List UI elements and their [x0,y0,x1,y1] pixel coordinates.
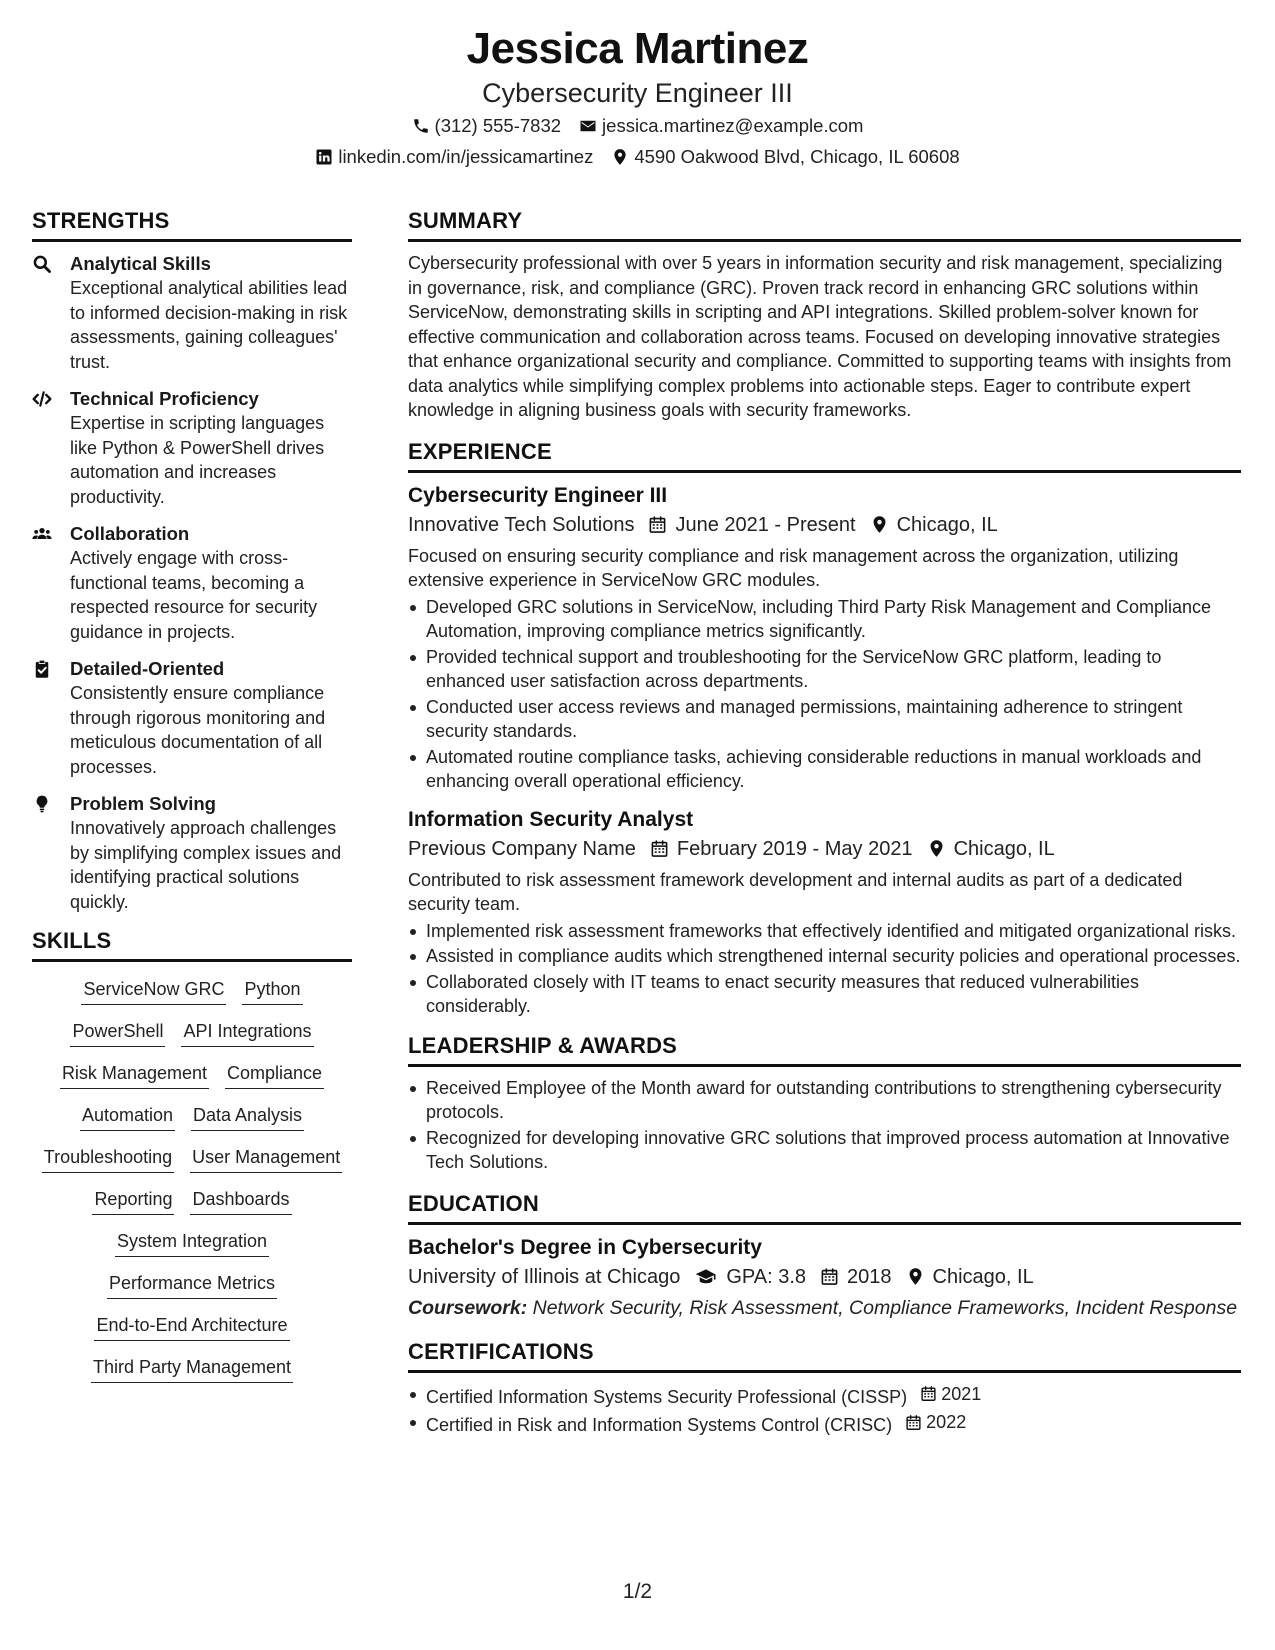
job-meta [408,834,1241,864]
skill-tag: Risk Management [60,1061,209,1089]
right-column [408,206,1241,1438]
skill-tag: Reporting [92,1187,174,1215]
leadership-list [408,1076,1241,1175]
strength-desc: Expertise in scripting languages like Python & PowerShell drives automation and increases productivity. [70,413,325,507]
job-dates: February 2019 - May 2021 [676,837,913,860]
candidate-name: Jessica Martinez [466,24,809,73]
list-item: Collaborated closely with IT teams to enact security measures that reduced vulnerabilities considerably. [408,970,1241,1019]
education-heading: EDUCATION [408,1189,1241,1225]
skill-tag: Dashboards [190,1187,291,1215]
strength-title: Collaboration [70,523,190,544]
education-meta [408,1262,1241,1292]
email-text: jessica.martinez@example.com [602,115,864,136]
list-item: Automated routine compliance tasks, achieving considerable reductions in manual workloads and enhancing overall operational efficiency. [408,745,1241,794]
school-name: University of Illinois at Chicago [408,1265,681,1288]
coursework-text: Network Security, Risk Assessment, Compliance Frameworks, Incident Response [532,1296,1238,1319]
phone-contact[interactable] [412,110,562,141]
job-location: Chicago, IL [896,513,998,536]
job-location: Chicago, IL [953,837,1055,860]
job-meta [408,510,1241,540]
graduation-year: 2018 [847,1265,892,1288]
map-pin-icon [927,839,946,858]
strength-title: Detailed-Oriented [70,658,225,679]
skills-heading: SKILLS [32,926,352,962]
calendar-icon [650,839,669,858]
left-column [32,206,352,1383]
contact-row-1 [0,110,1275,141]
job-dates: June 2021 - Present [675,513,856,536]
job-description: Contributed to risk assessment framework development and internal audits as part of a dedicated security team. [408,869,1183,914]
skill-tag: System Integration [115,1229,269,1257]
clipboard-check-icon [32,659,52,679]
company-name: Innovative Tech Solutions [408,513,635,536]
skill-tag: Compliance [225,1061,324,1089]
envelope-icon [579,117,597,135]
contact-row-2 [0,141,1275,172]
company-name: Previous Company Name [408,837,636,860]
cert-name: Certified in Risk and Information Systems Control (CRISC) [426,1414,893,1435]
list-item [408,1382,1241,1409]
code-icon [32,389,52,409]
job-title: Information Security Analyst [408,807,694,831]
list-item: Implemented risk assessment frameworks that effectively identified and mitigated organizational risks. [408,919,1241,944]
map-pin-icon [906,1267,925,1286]
calendar-icon [648,515,667,534]
list-item: Provided technical support and troubleshooting for the ServiceNow GRC platform, leading to enhanced user satisfaction across departments. [408,645,1241,694]
strength-item [32,791,352,914]
skill-tag: Third Party Management [91,1355,293,1383]
strength-title: Problem Solving [70,793,216,814]
strength-desc: Actively engage with cross-functional teams, becoming a respected resource for security guidance in projects. [70,548,318,642]
experience-heading: EXPERIENCE [408,437,1241,473]
lightbulb-icon [32,794,52,814]
cert-year: 2021 [941,1383,982,1404]
coursework [408,1296,1241,1321]
users-icon [32,524,52,544]
skill-tag: User Management [190,1145,342,1173]
address-contact [611,141,959,172]
experience-entry [408,482,1241,794]
skill-tag: End-to-End Architecture [94,1313,289,1341]
linkedin-text: linkedin.com/in/jessicamartinez [338,146,594,167]
strength-title: Analytical Skills [70,253,211,274]
summary-text: Cybersecurity professional with over 5 years in information security and risk management, specializing in governance, risk, and compliance (GRC). Proven track record in enhancing GRC solutions within ServiceNow, demonstrating skills in scripting and API integrations. Skilled problem-solver known for effective communication and collaboration across teams. Focused on developing innovative strategies that enhance organizational security and compliance. Committed to supporting teams with insights from data analytics while simplifying complex problems into actionable steps. Eager to contribute expert knowledge in aligning business goals with security frameworks. [408,253,1232,420]
map-pin-icon [870,515,889,534]
strength-item [32,386,352,509]
skill-tag: Python [242,977,302,1005]
list-item [408,1410,1241,1437]
job-description: Focused on ensuring security compliance and risk management across the organization, utilizing extensive experience in ServiceNow GRC modules. [408,545,1179,590]
list-item: Developed GRC solutions in ServiceNow, including Third Party Risk Management and Compliance Automation, improving compliance metrics significantly. [408,595,1241,644]
phone-icon [412,117,430,135]
graduation-cap-icon [694,1267,718,1286]
strengths-heading: STRENGTHS [32,206,352,242]
coursework-label: Coursework: [408,1296,528,1319]
strength-item [32,251,352,374]
job-bullets [408,919,1241,1019]
page-number: 1/2 [622,1580,653,1603]
search-icon [32,254,52,274]
email-contact[interactable] [579,110,863,141]
phone-text: (312) 555-7832 [434,115,562,136]
skill-tag: API Integrations [181,1019,313,1047]
skill-tag: PowerShell [70,1019,165,1047]
list-item: Assisted in compliance audits which strengthened internal security policies and operational processes. [408,944,1241,969]
skills-list [32,971,352,1383]
map-pin-icon [611,148,629,166]
job-bullets [408,595,1241,794]
skill-tag: Automation [80,1103,175,1131]
linkedin-contact[interactable] [315,141,593,172]
job-title: Cybersecurity Engineer III [408,483,668,507]
certifications-heading: CERTIFICATIONS [408,1337,1241,1373]
strength-item [32,521,352,644]
strength-desc: Consistently ensure compliance through rigorous monitoring and meticulous documentation of all processes. [70,683,326,777]
list-item: Received Employee of the Month award for outstanding contributions to strengthening cybersecurity protocols. [408,1076,1241,1125]
skill-tag: Troubleshooting [42,1145,174,1173]
skill-tag: ServiceNow GRC [81,977,226,1005]
experience-entry [408,806,1241,1019]
strength-title: Technical Proficiency [70,388,259,409]
skill-tag: Data Analysis [191,1103,304,1131]
strength-desc: Innovatively approach challenges by simplifying complex issues and identifying practical solutions quickly. [70,818,342,912]
list-item: Recognized for developing innovative GRC solutions that improved process automation at Innovative Tech Solutions. [408,1126,1241,1175]
certifications-list [408,1382,1241,1438]
strength-desc: Exceptional analytical abilities lead to informed decision-making in risk assessments, gaining colleagues' trust. [70,278,348,372]
calendar-icon [920,1385,937,1402]
gpa: GPA: 3.8 [726,1265,807,1288]
degree-title: Bachelor's Degree in Cybersecurity [408,1235,762,1259]
leadership-heading: LEADERSHIP & AWARDS [408,1031,1241,1067]
strength-item [32,656,352,779]
linkedin-icon [315,148,333,166]
cert-name: Certified Information Systems Security Professional (CISSP) [426,1386,908,1407]
skill-tag: Performance Metrics [107,1271,277,1299]
list-item: Conducted user access reviews and managed permissions, maintaining adherence to stringent security standards. [408,695,1241,744]
education-location: Chicago, IL [932,1265,1034,1288]
calendar-icon [905,1414,922,1431]
summary-heading: SUMMARY [408,206,1241,242]
candidate-title: Cybersecurity Engineer III [482,78,793,108]
calendar-icon [820,1267,839,1286]
address-text: 4590 Oakwood Blvd, Chicago, IL 60608 [634,146,960,167]
cert-year: 2022 [926,1411,967,1432]
resume-header [0,22,1275,172]
